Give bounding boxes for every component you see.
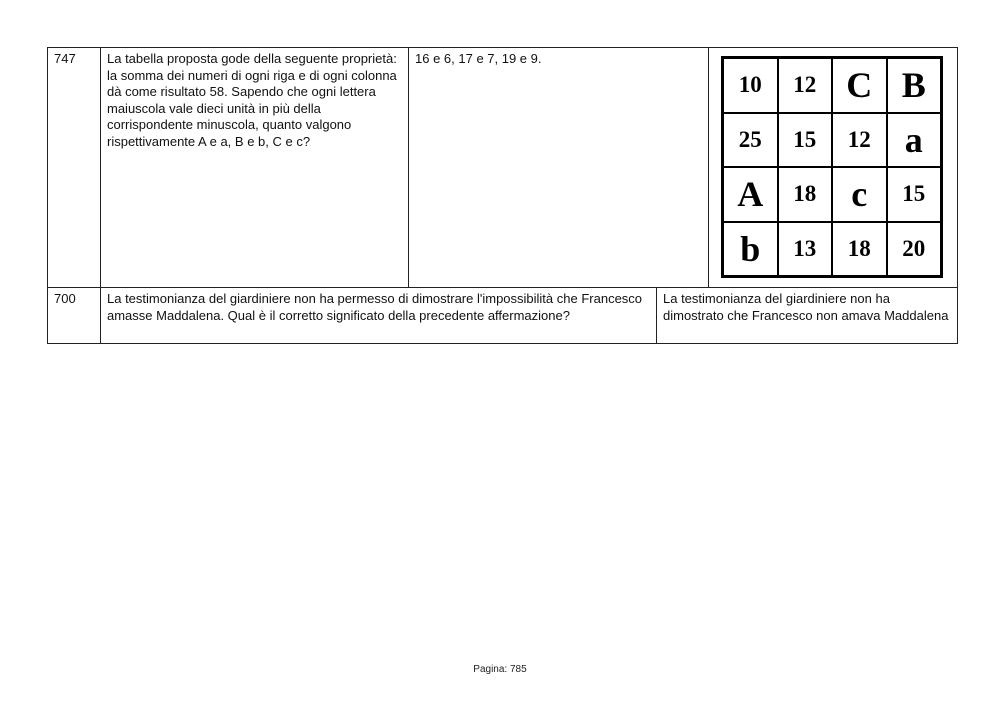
grid-cell: a bbox=[887, 113, 942, 168]
grid-cell: c bbox=[832, 167, 887, 222]
grid-cell: 15 bbox=[778, 113, 833, 168]
grid-cell: 12 bbox=[832, 113, 887, 168]
grid-cell: A bbox=[723, 167, 778, 222]
row-747-question: La tabella proposta gode della seguente proprietà: la somma dei numeri di ogni riga e di ogni colonna dà come risultato 58. Sapendo che ogni lettera maiuscola vale dieci unità in più della corrispondente minuscola, quanto valgono rispettivamente A e a, B e b, C e c? bbox=[101, 48, 409, 288]
row-747-answer: 16 e 6, 17 e 7, 19 e 9. bbox=[409, 48, 709, 288]
row-700-number: 700 bbox=[48, 288, 101, 344]
row-700-question: La testimonianza del giardiniere non ha permesso di dimostrare l'impossibilità che Francesco amasse Maddalena. Qual è il corretto significato della precedente affermazione? bbox=[101, 288, 657, 344]
grid-cell: 10 bbox=[723, 58, 778, 113]
row-700-answer: La testimonianza del giardiniere non ha dimostrato che Francesco non amava Maddalena bbox=[657, 288, 958, 344]
grid-cell: 18 bbox=[832, 222, 887, 277]
magic-square-figure bbox=[721, 56, 943, 278]
grid-cell: 25 bbox=[723, 113, 778, 168]
row-747-number: 747 bbox=[48, 48, 101, 288]
page-number: Pagina: 785 bbox=[473, 664, 527, 675]
grid-cell: B bbox=[887, 58, 942, 113]
grid-cell: 15 bbox=[887, 167, 942, 222]
grid-cell: 18 bbox=[778, 167, 833, 222]
grid-cell: C bbox=[832, 58, 887, 113]
grid-cell: b bbox=[723, 222, 778, 277]
grid-cell: 12 bbox=[778, 58, 833, 113]
grid-cell: 13 bbox=[778, 222, 833, 277]
grid-cell: 20 bbox=[887, 222, 942, 277]
